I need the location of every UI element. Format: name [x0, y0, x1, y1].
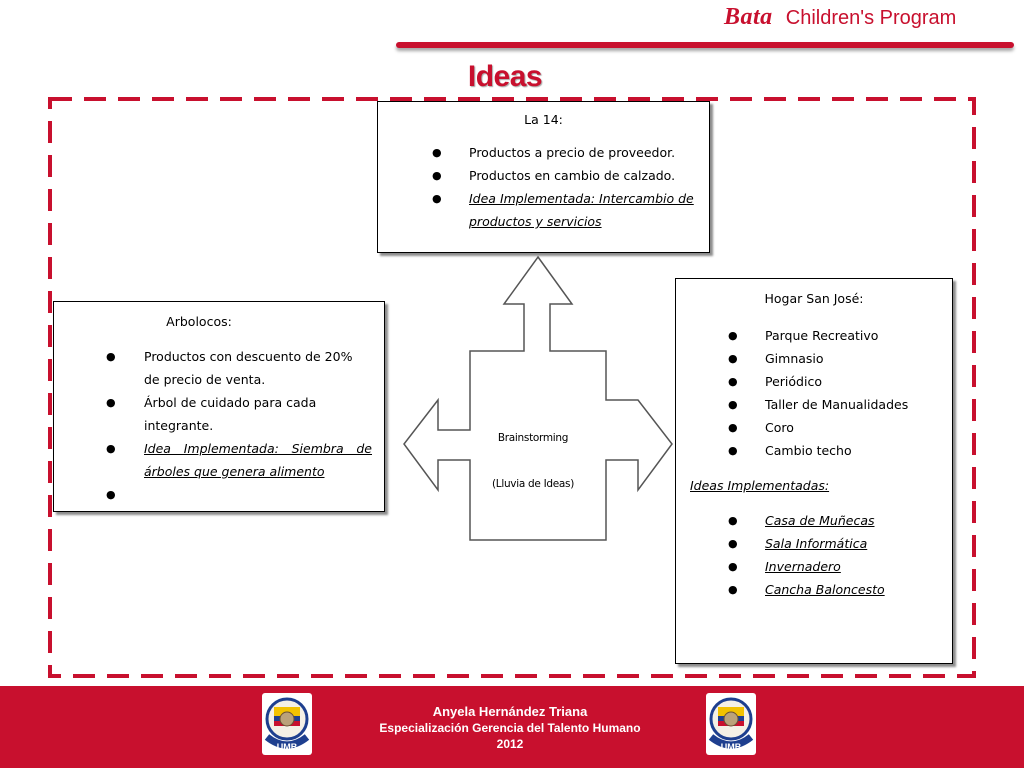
list-item: ● Gimnasio	[676, 347, 952, 370]
hogar-box	[675, 278, 953, 664]
bullet-icon: ●	[432, 169, 442, 182]
seal-emblem	[262, 693, 312, 755]
list-item: ● Productos en cambio de calzado.	[378, 164, 709, 187]
seal-emblem	[706, 693, 756, 755]
bullet-icon: ●	[728, 398, 738, 411]
list-item-implemented: ● Idea Implementada: Intercambio de productos y servicios	[378, 187, 709, 233]
bullet-icon: ●	[106, 396, 116, 409]
seal-text: UMB	[720, 742, 742, 752]
bullet-icon: ●	[432, 192, 442, 205]
list-item-implemented: ● Idea Implementada: Siembra de árboles que genera alimento	[54, 437, 384, 483]
list-item: ● Árbol de cuidado para cada integrante.	[54, 391, 384, 437]
list-item-implemented: ● Cancha Baloncesto	[676, 578, 952, 601]
la14-title: La 14:	[524, 112, 563, 127]
hogar-title: Hogar San José:	[764, 291, 864, 306]
brand-program-label: Children's Program	[785, 7, 957, 29]
implemented-heading: Ideas Implementadas:	[690, 478, 830, 493]
list-item-implemented: ● Casa de Muñecas	[676, 509, 952, 532]
list-item-implemented: ● Sala Informática	[676, 532, 952, 555]
arrow-outline	[404, 257, 672, 540]
bullet-icon: ●	[432, 146, 442, 159]
la14-box	[377, 101, 710, 253]
bullet-icon: ●	[728, 329, 738, 342]
brainstorm-arrow-shape	[400, 254, 676, 546]
lluvia-label: (Lluvia de Ideas)	[491, 478, 574, 490]
hogar-list	[676, 324, 952, 462]
list-item: ● Cambio techo	[676, 439, 952, 462]
footer-year: 2012	[496, 737, 524, 751]
seal-text: UMB	[276, 742, 298, 752]
list-item: ● Periódico	[676, 370, 952, 393]
list-item: ● Productos a precio de proveedor.	[378, 141, 709, 164]
bata-logo: Bata	[724, 4, 773, 30]
bullet-icon: ●	[728, 583, 738, 596]
bullet-icon: ●	[728, 421, 738, 434]
arbolocos-title: Arbolocos:	[166, 314, 232, 329]
footer-program: Especialización Gerencia del Talento Humano	[379, 721, 641, 735]
brainstorming-label: Brainstorming	[497, 432, 569, 444]
arbolocos-list	[54, 345, 384, 506]
list-item: ● Coro	[676, 416, 952, 439]
bullet-icon: ●	[728, 514, 738, 527]
bullet-icon: ●	[106, 488, 116, 501]
footer-bar	[0, 686, 1024, 768]
bullet-icon: ●	[728, 375, 738, 388]
bullet-icon: ●	[106, 350, 116, 363]
hogar-implemented-list	[676, 509, 952, 601]
footer-text	[330, 704, 690, 752]
list-item: ● Taller de Manualidades	[676, 393, 952, 416]
bullet-icon: ●	[728, 444, 738, 457]
list-item: ● Parque Recreativo	[676, 324, 952, 347]
la14-list	[378, 141, 709, 233]
umb-seal-icon	[262, 693, 312, 755]
bullet-icon: ●	[728, 352, 738, 365]
list-item: ● Productos con descuento de 20% de precio de venta.	[54, 345, 384, 391]
arbolocos-box	[53, 301, 385, 512]
list-item-empty	[54, 483, 384, 506]
list-item-implemented: ● Invernadero	[676, 555, 952, 578]
bullet-icon: ●	[106, 442, 116, 455]
umb-seal-icon	[706, 693, 756, 755]
page-title: Ideas	[467, 60, 543, 93]
bullet-icon: ●	[728, 537, 738, 550]
bullet-icon: ●	[728, 560, 738, 573]
footer-author: Anyela Hernández Triana	[432, 704, 588, 719]
